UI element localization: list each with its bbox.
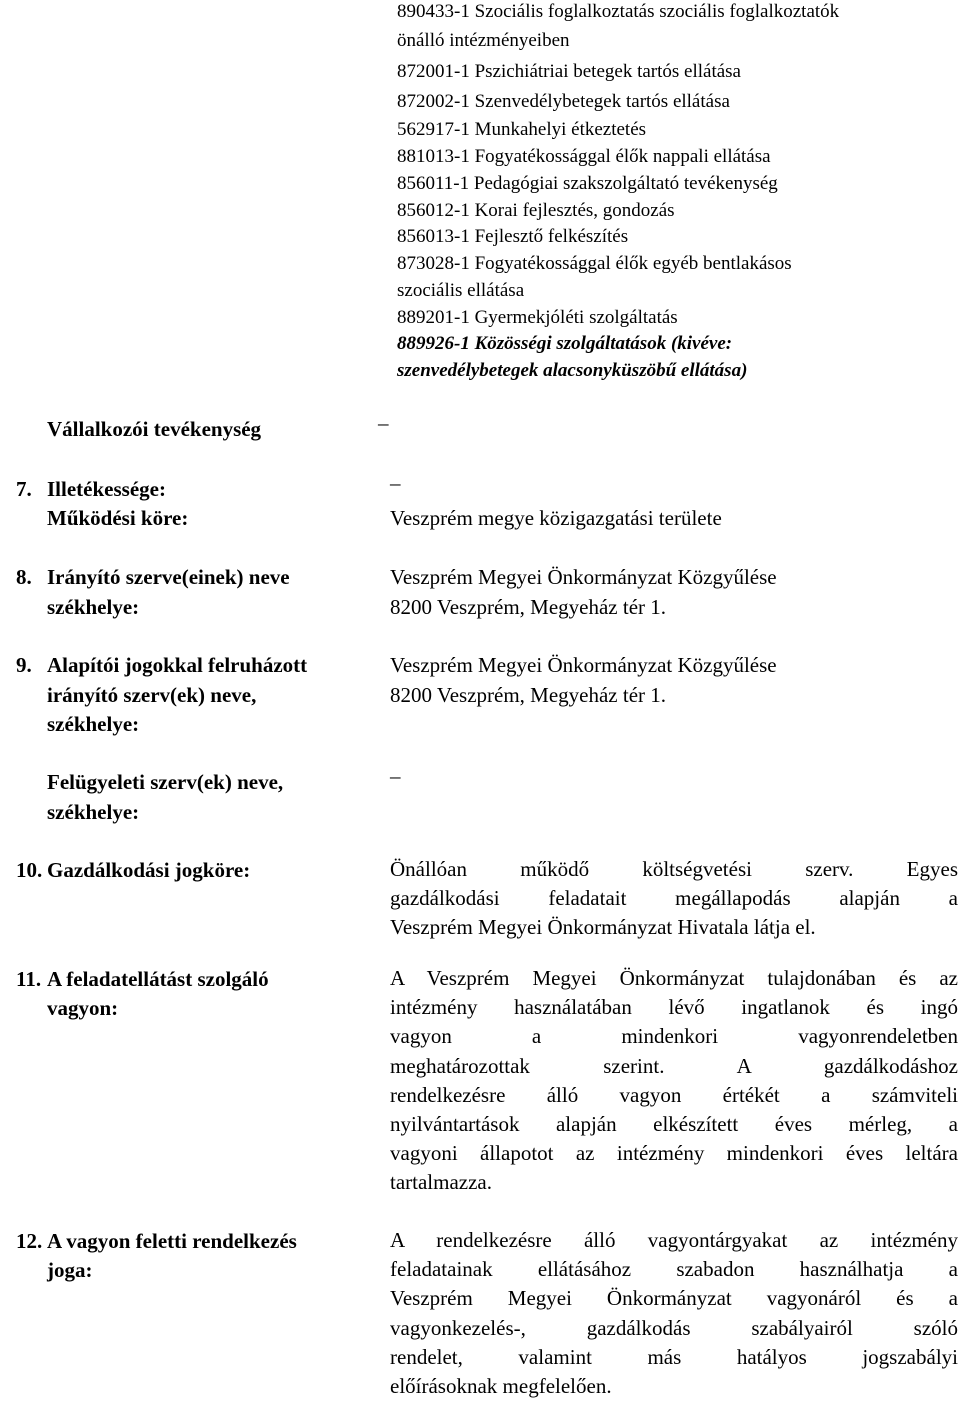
iranyito-szekhely-value: 8200 Veszprém, Megyeház tér 1. <box>390 595 667 619</box>
activity-line: 889201-1 Gyermekjóléti szolgáltatás <box>397 307 678 328</box>
text-line: Veszprém Megyei Önkormányzat vagyonáról és a <box>390 1286 958 1311</box>
rendelkezes-text <box>390 1226 958 1401</box>
text-line: rendelet, valamint más hatályos jogszabályi <box>390 1344 958 1369</box>
vallalkozoi-value: – <box>378 411 389 435</box>
section-number: 11. <box>16 967 42 991</box>
activity-line: 562917-1 Munkahelyi étkeztetés <box>397 119 647 140</box>
text-line: A rendelkezésre álló vagyontárgyakat az intézmény <box>390 1228 958 1252</box>
alapitoi-szekhely-value: 8200 Veszprém, Megyeház tér 1. <box>390 683 667 707</box>
activity-line: 856013-1 Fejlesztő felkészítés <box>397 226 629 247</box>
rendelkezes-label-2: joga: <box>47 1258 93 1282</box>
activity-line: 890433-1 Szociális foglalkoztatás szociális foglalkoztatók <box>397 1 840 22</box>
mukodesi-kor-label: Működési köre: <box>47 506 189 530</box>
mukodesi-kor-value: Veszprém megye közigazgatási területe <box>390 506 722 530</box>
activity-line: önálló intézményeiben <box>397 30 570 51</box>
rendelkezes-label: A vagyon feletti rendelkezés <box>47 1229 297 1253</box>
iranyito-szekhely-label: székhelye: <box>47 595 140 619</box>
text-line: tartalmazza. <box>390 1170 493 1195</box>
text-line: nyilvántartások alapján elkészített éves mérleg, a <box>390 1111 958 1136</box>
activity-line: 856012-1 Korai fejlesztés, gondozás <box>397 200 675 221</box>
illetekesseg-value: – <box>390 471 401 495</box>
activity-line: 873028-1 Fogyatékossággal élők egyéb bentlakásos <box>397 253 792 274</box>
text-line: gazdálkodási feladatait megállapodás alapján a <box>390 886 958 911</box>
felugyeleti-label-2: székhelye: <box>47 800 140 824</box>
text-line: vagyon a mindenkori vagyonrendeletben <box>390 1024 958 1049</box>
felugyeleti-label: Felügyeleti szerv(ek) neve, <box>47 770 284 794</box>
activity-line: 872001-1 Pszichiátriai betegek tartós ellátása <box>397 61 741 82</box>
section-number: 10. <box>16 858 43 882</box>
vagyon-label: A feladatellátást szolgáló <box>47 967 269 991</box>
illetekesseg-label: Illetékessége: <box>47 477 166 501</box>
activity-line: 889926-1 Közösségi szolgáltatások (kivéve: <box>397 333 733 354</box>
text-line: rendelkezésre álló vagyon értékét a számviteli <box>390 1082 958 1107</box>
activity-line: 872002-1 Szenvedélybetegek tartós ellátása <box>397 91 730 112</box>
iranyito-szerv-value: Veszprém Megyei Önkormányzat Közgyűlése <box>390 565 777 589</box>
iranyito-szerv-label: Irányító szerve(einek) neve <box>47 565 290 589</box>
text-line: Veszprém Megyei Önkormányzat Hivatala látja el. <box>390 915 816 940</box>
alapitoi-label: Alapítói jogokkal felruházott <box>47 653 308 677</box>
vagyon-text <box>390 964 958 1198</box>
alapitoi-label-2: irányító szerv(ek) neve, <box>47 683 257 707</box>
section-number: 12. <box>16 1229 43 1253</box>
text-line: előírásoknak megfelelően. <box>390 1373 612 1398</box>
text-line: vagyonkezelés-, gazdálkodás szabályairól szóló <box>390 1315 958 1340</box>
section-number: 7. <box>16 477 32 501</box>
text-line: intézmény használatában lévő ingatlanok és ingó <box>390 995 958 1020</box>
alapitoi-label-3: székhelye: <box>47 712 140 736</box>
activity-line: szenvedélybetegek alacsonyküszöbű ellátása) <box>397 360 748 381</box>
text-line: A Veszprém Megyei Önkormányzat tulajdonában és az <box>390 966 958 990</box>
activity-line: 856011-1 Pedagógiai szakszolgáltató tevékenység <box>397 173 778 194</box>
text-line: Önállóan működő költségvetési szerv. Egyes <box>390 857 958 881</box>
vagyon-label-2: vagyon: <box>47 996 119 1020</box>
vallalkozoi-label: Vállalkozói tevékenység <box>47 417 262 441</box>
alapitoi-value: Veszprém Megyei Önkormányzat Közgyűlése <box>390 653 777 677</box>
section-number: 8. <box>16 565 32 589</box>
activity-line: szociális ellátása <box>397 280 525 301</box>
felugyeleti-value: – <box>390 764 401 788</box>
text-line: feladatainak ellátásához szabadon használhatja a <box>390 1257 958 1282</box>
gazdalkodasi-label: Gazdálkodási jogköre: <box>47 858 251 882</box>
text-line: meghatározottak szerint. A gazdálkodáshoz <box>390 1053 958 1078</box>
activity-line: 881013-1 Fogyatékossággal élők nappali ellátása <box>397 146 771 167</box>
section-number: 9. <box>16 653 32 677</box>
gazdalkodasi-text <box>390 855 958 943</box>
text-line: vagyoni állapotot az intézmény mindenkori éves leltára <box>390 1141 958 1166</box>
